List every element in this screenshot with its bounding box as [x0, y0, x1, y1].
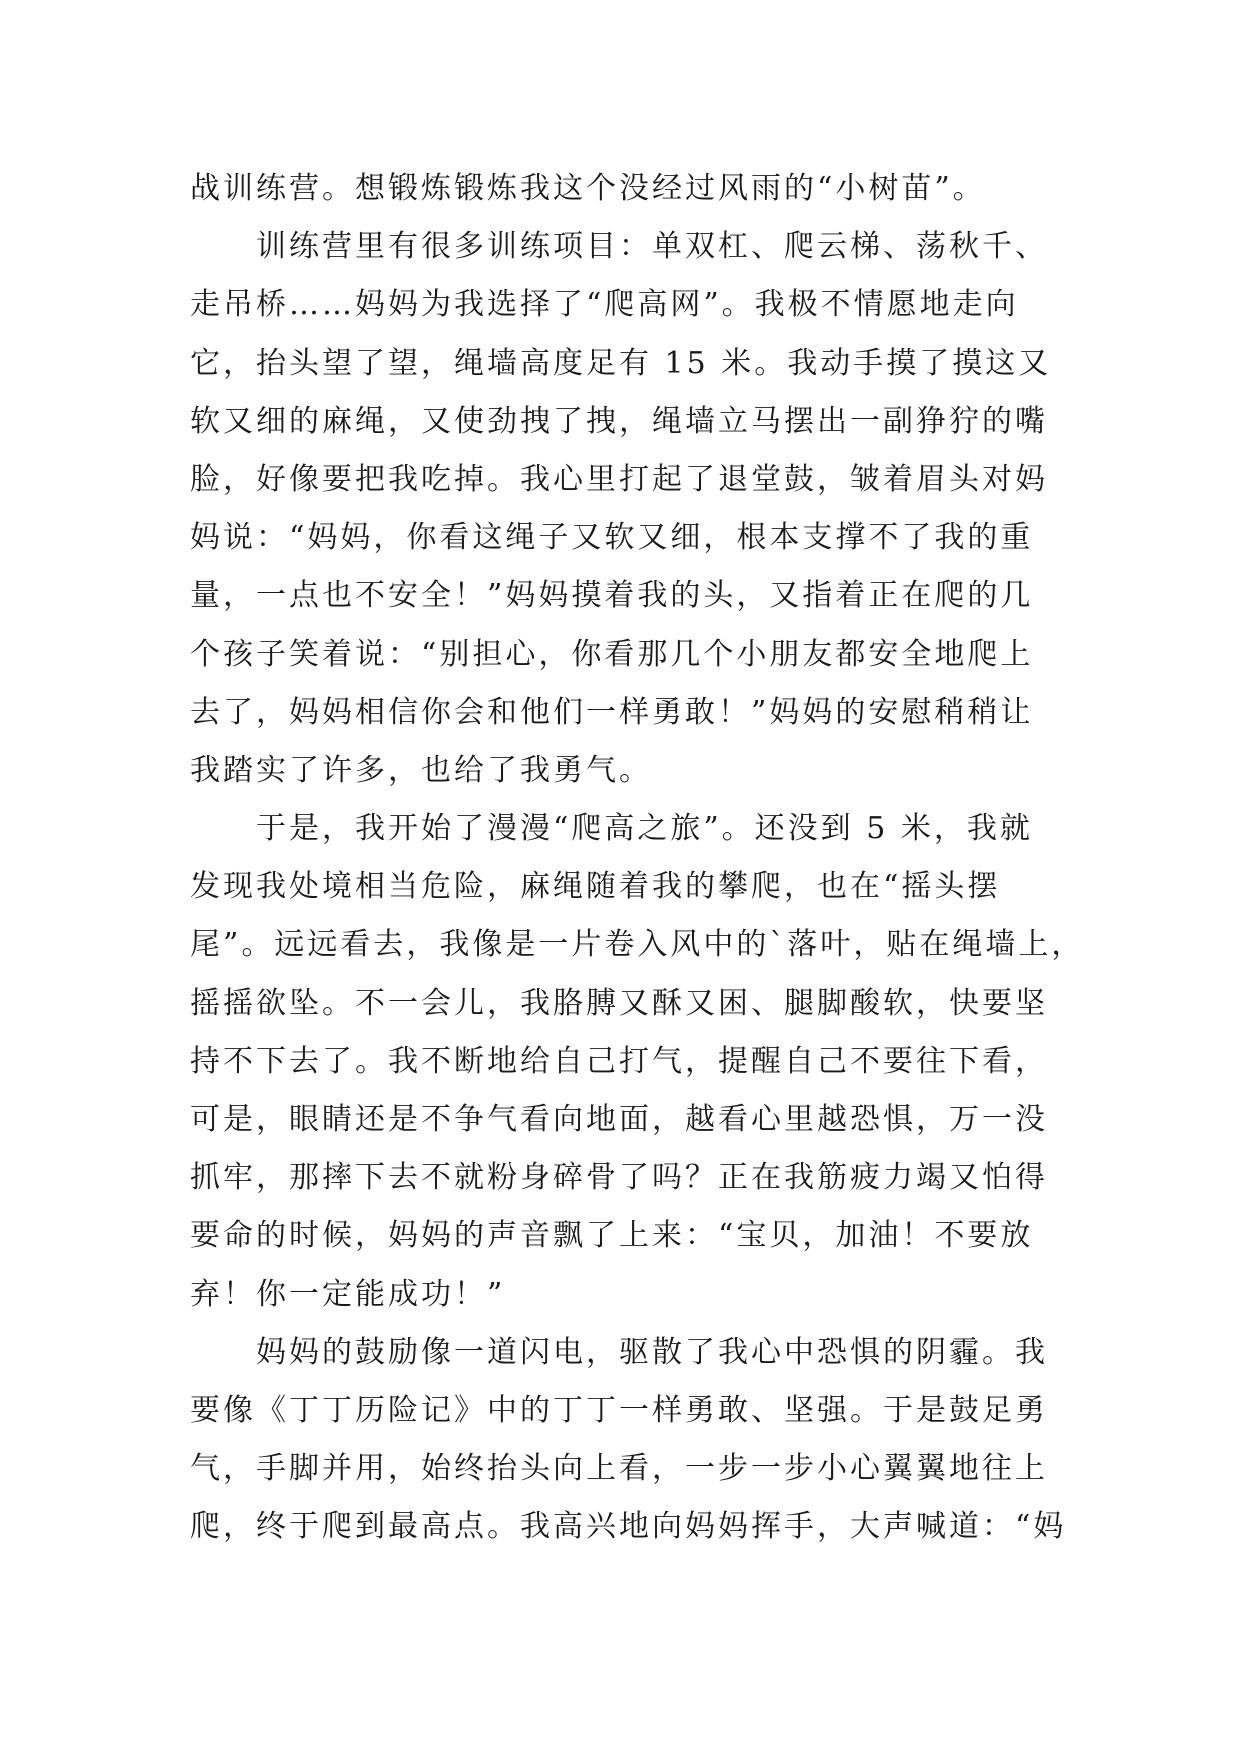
text-line-18: 抓牢，那摔下去不就粉身碎骨了吗？正在我筋疲力竭又怕得: [190, 1160, 1048, 1196]
text-line-13: 发现我处境相当危险，麻绳随着我的攀爬，也在“摇头摆: [190, 869, 1001, 905]
text-line-17: 可是，眼睛还是不争气看向地面，越看心里越恐惧，万一没: [190, 1102, 1048, 1137]
text-line-14: 尾”。远远看去，我像是一片卷入风中的`落叶，贴在绳墙上，: [190, 927, 1085, 963]
text-line-20: 弃！你一定能成功！”: [190, 1276, 506, 1312]
text-line-6: 脸，好像要把我吃掉。我心里打起了退堂鼓，皱着眉头对妈: [190, 461, 1048, 497]
text-line-7: 妈说：“妈妈，你看这绳子又软又细，根本支撑不了我的重: [190, 520, 1034, 556]
text-line-8: 量，一点也不安全！”妈妈摸着我的头，又指着正在爬的几: [190, 578, 1034, 614]
text-line-2: 训练营里有很多训练项目：单双杠、爬云梯、荡秋千、: [190, 229, 1048, 265]
text-line-10: 去了，妈妈相信你会和他们一样勇敢！”妈妈的安慰稍稍让: [190, 694, 1034, 730]
text-line-22: 要像《丁丁历险记》中的丁丁一样勇敢、坚强。于是鼓足勇: [190, 1392, 1048, 1428]
text-line-3: 走吊桥……妈妈为我选择了“爬高网”。我极不情愿地走向: [190, 287, 1019, 323]
text-line-11: 我踏实了许多，也给了我勇气。: [190, 752, 652, 788]
text-line-19: 要命的时候，妈妈的声音飘了上来：“宝贝，加油！不要放: [190, 1218, 1034, 1254]
text-line-4: 它，抬头望了望，绳墙高度足有 15 米。我动手摸了摸这又: [190, 345, 1052, 381]
text-line-5: 软又细的麻绳，又使劲拽了拽，绳墙立马摆出一副狰狞的嘴: [190, 403, 1048, 439]
text-line-21: 妈妈的鼓励像一道闪电，驱散了我心中恐惧的阴霾。我: [190, 1334, 1048, 1370]
text-line-9: 个孩子笑着说：“别担心，你看那几个小朋友都安全地爬上: [190, 636, 1034, 672]
text-line-1: 战训练营。想锻炼锻炼我这个没经过风雨的“小树苗”。: [190, 171, 986, 206]
text-line-16: 持不下去了。我不断地给自己打气，提醒自己不要往下看，: [190, 1043, 1048, 1079]
text-line-23: 气，手脚并用，始终抬头向上看，一步一步小心翼翼地往上: [190, 1451, 1048, 1487]
text-line-24: 爬，终于爬到最高点。我高兴地向妈妈挥手，大声喊道：“妈: [190, 1509, 1067, 1545]
text-line-12: 于是，我开始了漫漫“爬高之旅”。还没到 5 米，我就: [190, 811, 1033, 847]
text-line-15: 摇摇欲坠。不一会儿，我胳膊又酥又困、腿脚酸软，快要坚: [190, 985, 1048, 1021]
essay-body: [190, 160, 1085, 1557]
